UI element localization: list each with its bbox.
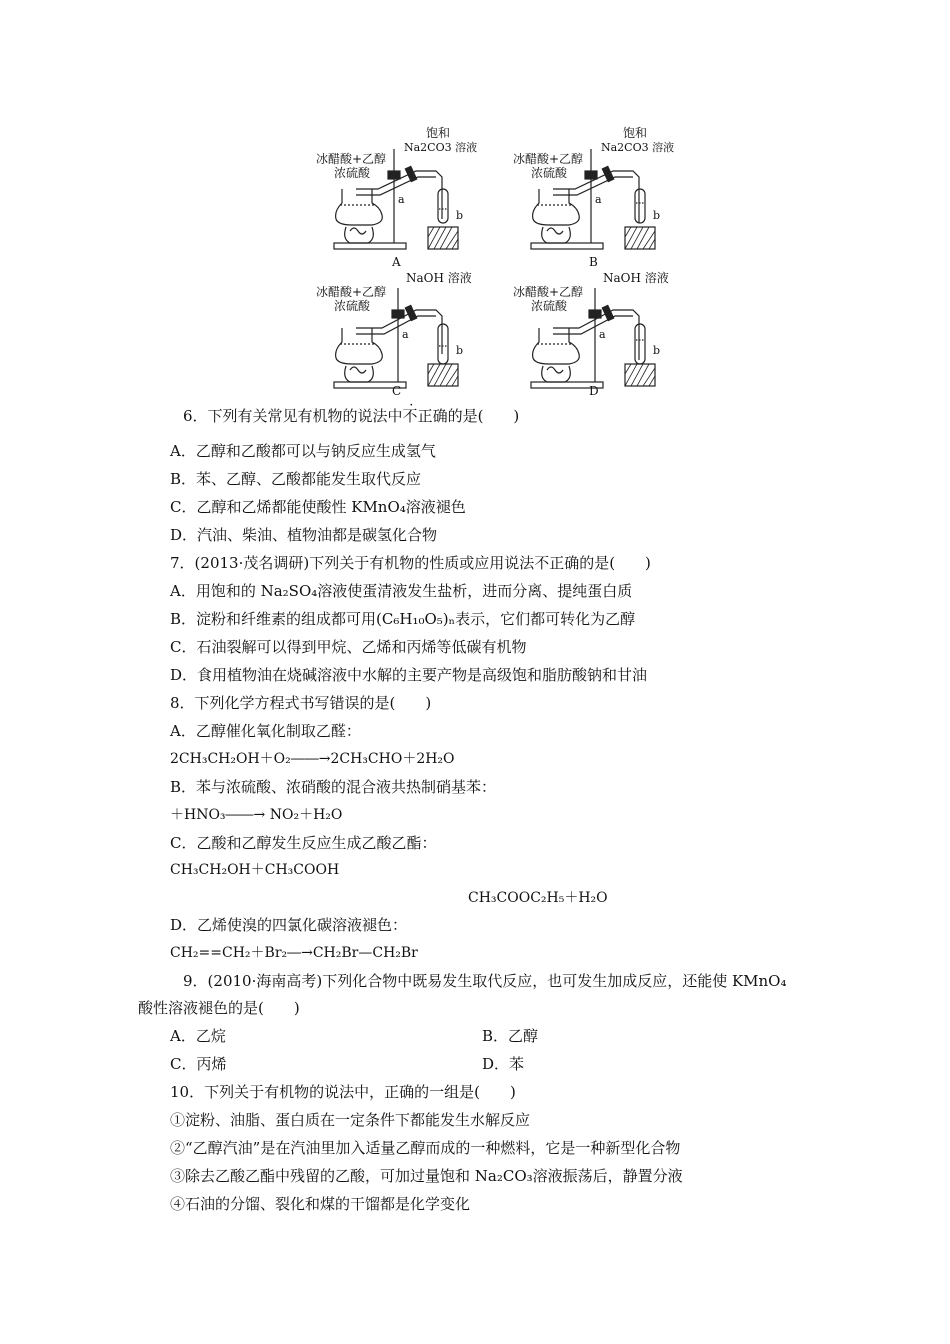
question-6-option-a: A．乙醇和乙酸都可以与钠反应生成氢气 (170, 442, 436, 460)
question-7-option-d: D．食用植物油在烧碱溶液中水解的主要产物是高级饱和脂肪酸钠和甘油 (170, 666, 648, 684)
question-9-option-d: D．苯 (482, 1055, 525, 1073)
question-6-stem-part2: 正确的是( ) (417, 407, 520, 425)
figure-b-label-reagents: 冰醋酸+乙醇 (513, 152, 584, 166)
figure-a-label-reagents: 冰醋酸+乙醇 (316, 152, 387, 166)
apparatus-figure-d (513, 268, 693, 403)
question-9-option-c: C．丙烯 (170, 1055, 227, 1073)
figure-b-label-a: a (595, 193, 602, 206)
figure-d-caption: D (589, 384, 599, 398)
figure-a-label-a: a (398, 193, 405, 206)
figure-d-label-reagents: 冰醋酸+乙醇 (513, 285, 584, 299)
question-10-statement-2: ②“乙醇汽油”是在汽油里加入适量乙醇而成的一种燃料，它是一种新型化合物 (170, 1139, 681, 1157)
question-8-equation-b: ＋HNO₃――→ NO₂＋H₂O (170, 807, 343, 823)
question-7-stem: 7．(2013·茂名调研)下列关于有机物的性质或应用说法不正确的是( ) (170, 554, 651, 572)
figure-a-label-saturated: 饱和 (426, 126, 451, 140)
question-6-option-d: D．汽油、柴油、植物油都是碳氢化合物 (170, 526, 438, 544)
figure-b-caption: B (589, 255, 598, 269)
question-8-option-b: B．苯与浓硫酸、浓硝酸的混合液共热制硝基苯： (170, 778, 497, 796)
question-7-option-a: A．用饱和的 Na₂SO₄溶液使蛋清液发生盐析，进而分离、提纯蛋白质 (170, 582, 633, 600)
figure-c-caption: C (392, 384, 402, 398)
figure-c-label-naoh: NaOH 溶液 (406, 271, 472, 285)
question-10-stem: 10．下列关于有机物的说法中，正确的一组是( ) (170, 1083, 516, 1101)
question-7-option-b: B．淀粉和纤维素的组成都可用(C₆H₁₀O₅)ₙ表示，它们都可转化为乙醇 (170, 610, 636, 628)
question-9-option-a: A．乙烷 (170, 1027, 226, 1045)
question-6-option-b: B．苯、乙醇、乙酸都能发生取代反应 (170, 470, 422, 488)
question-6-emphasis-mark: 不 (402, 407, 418, 425)
figure-a-label-solution: Na2CO3 溶液 (404, 141, 478, 154)
figure-a-label-acid: 浓硫酸 (334, 166, 371, 180)
figure-a-label-b: b (456, 209, 464, 222)
figure-d-label-b: b (653, 344, 661, 357)
question-8-stem: 8．下列化学方程式书写错误的是( ) (170, 694, 432, 712)
figure-d-label-acid: 浓硫酸 (531, 299, 568, 313)
question-6-option-c: C．乙醇和乙烯都能使酸性 KMnO₄溶液褪色 (170, 498, 466, 516)
question-8-option-a: A．乙醇催化氧化制取乙醛： (170, 722, 361, 740)
figure-b-label-solution: Na2CO3 溶液 (601, 141, 675, 154)
apparatus-figure-c (316, 268, 496, 403)
figure-c-label-b: b (456, 344, 464, 357)
question-9-stem-line2: 酸性溶液褪色的是( ) (138, 999, 300, 1017)
question-8-equation-c-left: CH₃CH₂OH＋CH₃COOH (170, 862, 340, 878)
question-7-option-c: C．石油裂解可以得到甲烷、乙烯和丙烯等低碳有机物 (170, 638, 527, 656)
question-10-statement-3: ③除去乙酸乙酯中残留的乙酸，可加过量饱和 Na₂CO₃溶液振荡后，静置分液 (170, 1167, 683, 1185)
figure-a-caption: A (392, 255, 401, 269)
question-8-option-c: C．乙酸和乙醇发生反应生成乙酸乙酯： (170, 834, 437, 852)
question-8-equation-c-right: CH₃COOC₂H₅＋H₂O (468, 890, 608, 906)
figure-b-label-acid: 浓硫酸 (531, 166, 568, 180)
question-10-statement-1: ①淀粉、油脂、蛋白质在一定条件下都能发生水解反应 (170, 1111, 531, 1129)
figure-d-label-a: a (599, 328, 606, 341)
question-9-option-b: B．乙醇 (482, 1027, 539, 1045)
question-8-option-d: D．乙烯使溴的四氯化碳溶液褪色： (170, 916, 408, 934)
figure-c-label-reagents: 冰醋酸+乙醇 (316, 285, 387, 299)
figure-b-label-b: b (653, 209, 661, 222)
question-10-statement-4: ④石油的分馏、裂化和煤的干馏都是化学变化 (170, 1195, 471, 1213)
figure-d-label-naoh: NaOH 溶液 (603, 271, 669, 285)
question-8-equation-a: 2CH₃CH₂OH＋O₂――→2CH₃CHO＋2H₂O (170, 751, 455, 767)
question-6-stem (183, 406, 519, 426)
figure-c-label-a: a (402, 328, 409, 341)
apparatus-figure-b (513, 126, 693, 269)
figure-b-label-saturated: 饱和 (623, 126, 648, 140)
apparatus-figure-a (316, 126, 496, 269)
figure-c-label-acid: 浓硫酸 (334, 299, 371, 313)
question-6-stem-part1: 6．下列有关常见有机物的说法中 (183, 407, 403, 425)
question-8-equation-d: CH₂==CH₂＋Br₂―→CH₂Br—CH₂Br (170, 945, 418, 961)
question-9-stem-line1: 9．(2010·海南高考)下列化合物中既易发生取代反应，也可发生加成反应，还能使 KMnO₄ (183, 972, 787, 990)
